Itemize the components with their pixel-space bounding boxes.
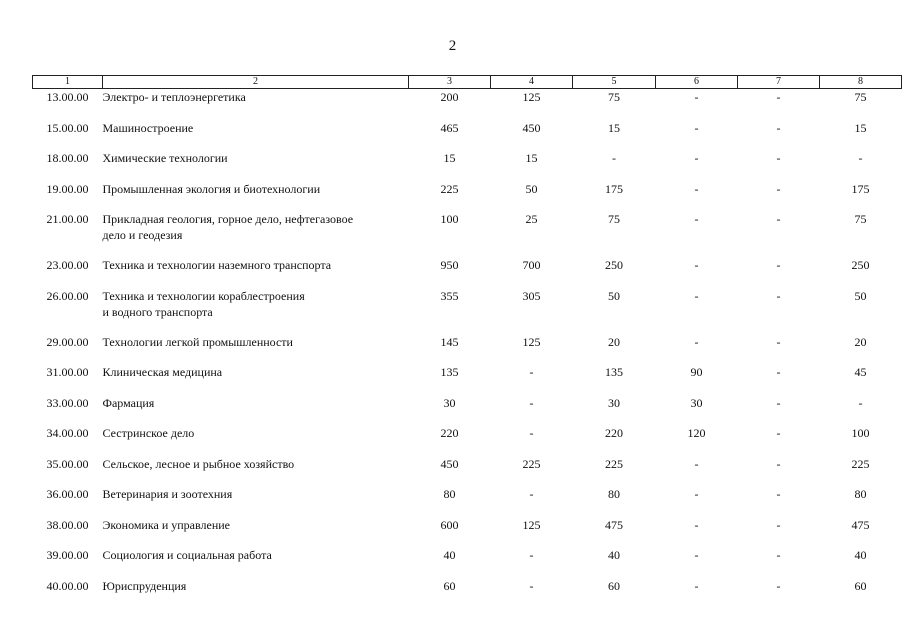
cell-c8: 75 <box>854 212 867 226</box>
cell-c3: 600 <box>440 517 459 532</box>
table-row <box>33 547 902 578</box>
row-name <box>103 120 409 151</box>
cell-c6: 30 <box>690 395 703 410</box>
cell-c6: - <box>694 487 699 501</box>
column-header: 3 <box>409 76 491 89</box>
cell-c4: - <box>529 487 534 501</box>
cell-c5: 250 <box>605 258 623 272</box>
column-number-header <box>33 76 902 89</box>
row-name <box>103 257 409 288</box>
cell-c7: - <box>776 578 781 593</box>
cell-c3: 100 <box>440 212 459 226</box>
cell-c6: - <box>694 151 699 165</box>
cell-c6: - <box>694 90 699 104</box>
cell-c6: - <box>694 456 699 471</box>
cell-c8: 475 <box>851 517 870 532</box>
cell-c6: - <box>694 288 699 303</box>
row-code: 39.00.00 <box>46 548 89 562</box>
table-row <box>33 150 902 181</box>
cell-c3: 450 <box>440 456 459 471</box>
cell-c8: 45 <box>854 365 867 379</box>
cell-c7: - <box>776 365 781 379</box>
cell-c4: - <box>529 365 534 379</box>
cell-c3: 950 <box>440 258 459 272</box>
row-code: 31.00.00 <box>46 365 89 379</box>
cell-c5: - <box>612 151 616 165</box>
cell-c3: 135 <box>440 365 459 379</box>
row-name <box>103 578 409 609</box>
row-name-line: Промышленная экология и биотехнологии <box>102 181 321 196</box>
row-code: 26.00.00 <box>46 288 89 303</box>
cell-c6: 120 <box>687 426 706 440</box>
cell-c7: - <box>776 288 781 303</box>
row-name-line: Юриспруденция <box>102 578 187 593</box>
cell-c7: - <box>776 456 781 471</box>
cell-c5: 60 <box>608 578 620 593</box>
row-code: 38.00.00 <box>46 517 89 532</box>
cell-c7: - <box>776 548 781 562</box>
cell-c5: 30 <box>608 395 620 410</box>
column-header: 7 <box>738 76 820 89</box>
table-row <box>33 578 902 609</box>
cell-c4: 700 <box>522 258 541 272</box>
row-code: 40.00.00 <box>46 578 89 593</box>
table-row <box>33 181 902 212</box>
row-code: 15.00.00 <box>46 120 89 135</box>
cell-c4: 450 <box>522 120 541 135</box>
cell-c6: - <box>694 517 699 532</box>
row-name <box>103 150 409 181</box>
row-name-line: Технологии легкой промышленности <box>102 334 293 349</box>
row-code: 13.00.00 <box>46 90 89 104</box>
row-name <box>103 288 409 334</box>
column-header: 5 <box>573 76 656 89</box>
row-code: 23.00.00 <box>46 258 89 272</box>
row-name-line: Ветеринария и зоотехния <box>102 487 233 501</box>
cell-c4: 125 <box>522 517 541 532</box>
cell-c3: 40 <box>443 548 456 562</box>
table-row <box>33 486 902 517</box>
cell-c7: - <box>776 517 781 532</box>
row-name <box>103 181 409 212</box>
cell-c3: 355 <box>440 288 459 303</box>
column-header: 6 <box>656 76 738 89</box>
cell-c3: 80 <box>443 487 456 501</box>
cell-c5: 225 <box>605 456 623 471</box>
cell-c5: 15 <box>608 120 620 135</box>
row-name-line: Химические технологии <box>102 151 228 165</box>
cell-c7: - <box>776 181 781 196</box>
cell-c3: 15 <box>443 151 456 165</box>
row-code: 36.00.00 <box>46 487 89 501</box>
cell-c3: 200 <box>440 90 459 104</box>
table-row <box>33 364 902 395</box>
row-name <box>103 89 409 120</box>
cell-c5: 175 <box>605 181 623 196</box>
cell-c4: 15 <box>525 151 538 165</box>
cell-c5: 475 <box>605 517 623 532</box>
row-name-line: Клиническая медицина <box>102 365 223 379</box>
row-name-line: дело и геодезия <box>102 228 183 242</box>
row-name <box>103 395 409 426</box>
cell-c6: - <box>694 548 699 562</box>
table-row <box>33 89 902 120</box>
page-number: 2 <box>448 38 457 54</box>
row-code: 33.00.00 <box>46 395 89 410</box>
cell-c6: - <box>694 181 699 196</box>
cell-c8: 20 <box>854 334 867 349</box>
cell-c5: 75 <box>608 212 620 226</box>
row-code: 21.00.00 <box>46 212 89 226</box>
cell-c4: 225 <box>522 456 541 471</box>
cell-c4: 50 <box>525 181 538 196</box>
table-row <box>33 288 902 334</box>
row-name-line: и водного транспорта <box>102 304 213 319</box>
cell-c6: - <box>694 258 699 272</box>
cell-c3: 145 <box>440 334 459 349</box>
row-name-line: Сестринское дело <box>102 426 195 440</box>
cell-c7: - <box>776 334 781 349</box>
row-name <box>103 547 409 578</box>
cell-c7: - <box>776 258 781 272</box>
row-code: 29.00.00 <box>46 334 89 349</box>
table-row <box>33 334 902 365</box>
row-name-line: Машиностроение <box>102 120 194 135</box>
column-header: 4 <box>491 76 573 89</box>
cell-c8: 50 <box>854 288 867 303</box>
cell-c5: 135 <box>605 365 623 379</box>
cell-c8: 80 <box>854 487 867 501</box>
cell-c3: 60 <box>443 578 456 593</box>
cell-c6: - <box>694 578 699 593</box>
cell-c7: - <box>776 120 781 135</box>
table-row <box>33 211 902 257</box>
table-row <box>33 517 902 548</box>
column-header: 1 <box>33 76 103 89</box>
row-name-line: Фармация <box>102 395 155 410</box>
row-code: 18.00.00 <box>46 151 89 165</box>
column-header: 2 <box>103 76 409 89</box>
table-row <box>33 257 902 288</box>
cell-c7: - <box>776 212 781 226</box>
cell-c5: 75 <box>608 90 620 104</box>
row-name <box>103 425 409 456</box>
cell-c3: 465 <box>440 120 459 135</box>
row-name <box>103 517 409 548</box>
cell-c6: - <box>694 120 699 135</box>
cell-c7: - <box>776 395 781 410</box>
cell-c8: 100 <box>851 426 870 440</box>
cell-c4: 25 <box>525 212 538 226</box>
table-row <box>33 120 902 151</box>
row-name <box>103 211 409 257</box>
row-name-line: Техника и технологии наземного транспорта <box>102 258 332 272</box>
cell-c4: - <box>529 426 534 440</box>
cell-c3: 30 <box>443 395 456 410</box>
column-header: 8 <box>820 76 902 89</box>
cell-c5: 80 <box>608 487 620 501</box>
cell-c8: 175 <box>851 181 870 196</box>
cell-c4: - <box>529 548 534 562</box>
cell-c8: 60 <box>854 578 867 593</box>
row-code: 34.00.00 <box>46 426 89 440</box>
cell-c3: 220 <box>440 426 459 440</box>
row-name-line: Прикладная геология, горное дело, нефтегазовое <box>102 212 354 226</box>
cell-c6: 90 <box>690 365 703 379</box>
cell-c8: - <box>858 151 863 165</box>
cell-c8: 225 <box>851 456 870 471</box>
cell-c8: 75 <box>854 90 867 104</box>
cell-c4: - <box>529 578 534 593</box>
row-name-line: Сельское, лесное и рыбное хозяйство <box>102 456 295 471</box>
cell-c4: - <box>529 395 534 410</box>
row-code: 35.00.00 <box>46 456 89 471</box>
admission-table <box>32 75 902 608</box>
cell-c4: 125 <box>522 334 541 349</box>
cell-c8: 40 <box>854 548 867 562</box>
row-name <box>103 486 409 517</box>
cell-c7: - <box>776 151 781 165</box>
table-row <box>33 425 902 456</box>
row-name <box>103 364 409 395</box>
cell-c8: 15 <box>854 120 867 135</box>
cell-c8: - <box>858 395 863 410</box>
cell-c5: 20 <box>608 334 620 349</box>
cell-c5: 220 <box>605 426 623 440</box>
cell-c6: - <box>694 212 699 226</box>
row-name-line: Электро- и теплоэнергетика <box>102 90 246 104</box>
table-row <box>33 456 902 487</box>
row-name <box>103 334 409 365</box>
cell-c3: 225 <box>440 181 459 196</box>
cell-c4: 305 <box>522 288 541 303</box>
cell-c7: - <box>776 90 781 104</box>
cell-c4: 125 <box>522 90 541 104</box>
row-name-line: Экономика и управление <box>102 517 230 532</box>
cell-c7: - <box>776 487 781 501</box>
table-row <box>33 395 902 426</box>
cell-c5: 40 <box>608 548 620 562</box>
cell-c8: 250 <box>851 258 870 272</box>
row-name <box>103 456 409 487</box>
row-name-line: Техника и технологии кораблестроения <box>102 288 305 303</box>
cell-c5: 50 <box>608 288 620 303</box>
cell-c6: - <box>694 334 699 349</box>
row-name-line: Социология и социальная работа <box>102 548 272 562</box>
cell-c7: - <box>776 426 781 440</box>
row-code: 19.00.00 <box>46 181 89 196</box>
